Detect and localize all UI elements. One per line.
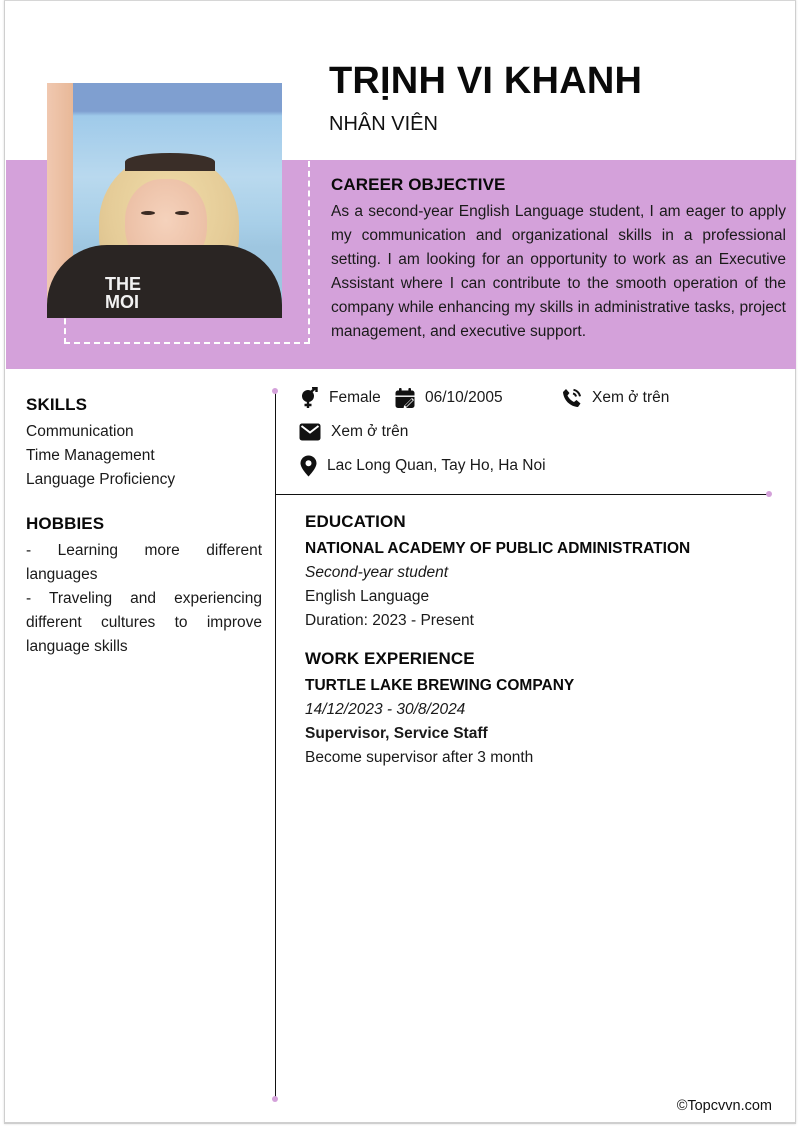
contact-email: [298, 421, 408, 443]
skill-item: Time Management: [26, 447, 155, 464]
skill-item: Communication: [26, 423, 134, 440]
gender-value: Female: [329, 389, 381, 406]
photo-hair-roots: [125, 153, 215, 171]
calendar-icon: [394, 387, 416, 409]
location-pin-icon: [298, 455, 318, 477]
career-objective-section: [331, 174, 786, 344]
timeline-vertical-line: [275, 391, 276, 1099]
candidate-role: NHÂN VIÊN: [329, 113, 438, 135]
contact-divider-line: [275, 494, 769, 495]
gender-icon: [298, 387, 320, 409]
left-column: [26, 393, 262, 659]
phone-icon: [561, 387, 583, 409]
skills-title: SKILLS: [26, 395, 88, 414]
work-experience-section: [305, 647, 775, 770]
envelope-icon: [298, 421, 322, 443]
education-major: English Language: [305, 588, 430, 605]
profile-photo: [47, 83, 282, 318]
hobbies-section: [26, 512, 262, 659]
hobby-item: - Traveling and experiencing different cultures to improve language skills: [26, 590, 262, 655]
skills-section: [26, 393, 262, 492]
timeline-dot-bottom: [272, 1096, 278, 1102]
divider-dot-right: [766, 491, 772, 497]
career-objective-text: As a second-year English Language student, I am eager to apply my communication and organizational skills in a professional setting. I am looking for an opportunity to work as an Executive Assistant where I can contribute to the smooth operation of the company while enhancing my skills in administrative tasks, project management, and executive support.: [331, 203, 786, 340]
photo-shirt-print: THE MOI: [105, 274, 141, 312]
career-objective-title: CAREER OBJECTIVE: [331, 175, 506, 194]
hobby-item: - Learning more different languages: [26, 542, 262, 583]
cv-page: [4, 0, 796, 1124]
photo-eye-left: [141, 211, 155, 215]
footer-copyright: ©Topcvvn.com: [676, 1098, 772, 1114]
email-value: Xem ở trên: [331, 423, 409, 440]
work-period: 14/12/2023 - 30/8/2024: [305, 701, 466, 718]
work-experience-title: WORK EXPERIENCE: [305, 649, 475, 668]
candidate-name: TRỊNH VI KHANH: [329, 60, 643, 102]
birthday-value: 06/10/2005: [425, 389, 503, 406]
skill-item: Language Proficiency: [26, 471, 176, 488]
contact-gender: [298, 387, 381, 409]
education-status: Second-year student: [305, 564, 449, 581]
right-column: [305, 510, 775, 770]
work-company: TURTLE LAKE BREWING COMPANY: [305, 677, 575, 694]
contact-address: [298, 455, 546, 477]
phone-value: Xem ở trên: [592, 389, 670, 406]
timeline-dot-top: [272, 388, 278, 394]
work-description: Become supervisor after 3 month: [305, 749, 534, 766]
education-school: NATIONAL ACADEMY OF PUBLIC ADMINISTRATION: [305, 540, 691, 557]
education-title: EDUCATION: [305, 512, 406, 531]
education-section: [305, 510, 775, 633]
work-position: Supervisor, Service Staff: [305, 725, 488, 742]
contact-birthday: [394, 387, 503, 409]
address-value: Lac Long Quan, Tay Ho, Ha Noi: [327, 457, 546, 474]
education-duration: Duration: 2023 - Present: [305, 612, 474, 629]
hobbies-title: HOBBIES: [26, 514, 105, 533]
contact-phone: [561, 387, 669, 409]
photo-eye-right: [175, 211, 189, 215]
photo-shirt: [47, 245, 282, 318]
